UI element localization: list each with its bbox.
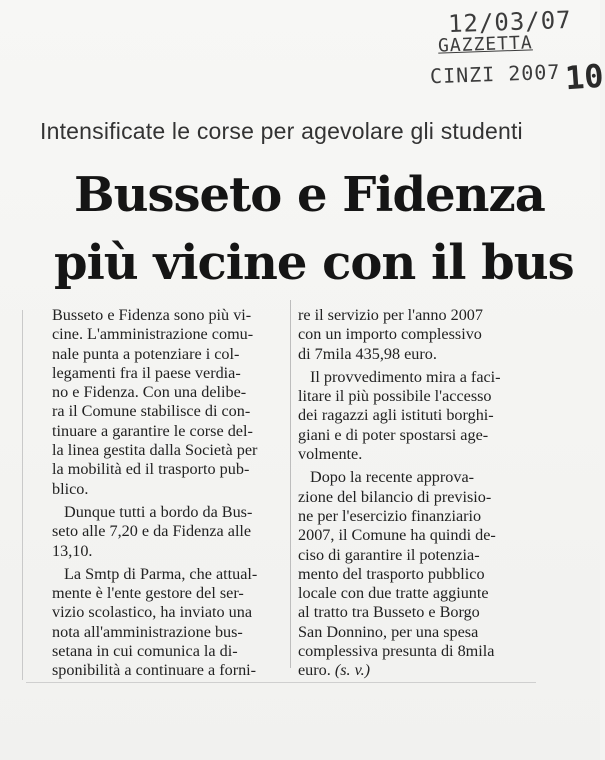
text-line: mento del trasporto pubblico bbox=[298, 564, 485, 583]
text-line: la linea gestita dalla Società per bbox=[52, 441, 258, 460]
text-line: 2007, il Comune ha quindi de- bbox=[298, 526, 496, 545]
text-line: al tratto tra Busseto e Borgo bbox=[298, 603, 480, 622]
text-line: vizio scolastico, ha inviato una bbox=[52, 603, 253, 622]
article-paragraph bbox=[298, 306, 538, 364]
text-line: litare il più possibile l'accesso bbox=[298, 387, 492, 406]
text-line: complessiva presunta di 8mila bbox=[298, 642, 495, 661]
text-line: ciso di garantire il potenzia- bbox=[298, 545, 480, 564]
text-line: nale punta a potenziare i col- bbox=[52, 344, 240, 363]
text-line: giani e di poter spostarsi age- bbox=[298, 425, 489, 444]
headline-line-1: Busseto e Fidenza bbox=[74, 167, 545, 223]
text-line: sponibilità a continuare a forni- bbox=[52, 661, 257, 680]
text-line: ra il Comune stabilisce di con- bbox=[52, 402, 251, 421]
bottom-rule bbox=[26, 682, 536, 683]
text-line: con un importo complessivo bbox=[298, 325, 482, 344]
text-line: cine. L'amministrazione comu- bbox=[52, 325, 254, 344]
left-margin-rule bbox=[22, 310, 23, 680]
text-line: nota all'amministrazione bus- bbox=[52, 622, 243, 641]
text-line: 13,10. bbox=[52, 541, 93, 560]
article-paragraph bbox=[52, 565, 284, 681]
text-line: Dunque tutti a bordo da Bus- bbox=[64, 502, 253, 521]
article-paragraph bbox=[298, 368, 538, 464]
text-line: Il provvedimento mira a faci- bbox=[310, 367, 501, 386]
text-line: mente è l'ente gestore del ser- bbox=[52, 584, 244, 603]
text-line: euro. (s. v.) bbox=[298, 661, 371, 680]
text-line: locale con due tratte aggiunte bbox=[298, 584, 489, 603]
text-line: La Smtp di Parma, che attual- bbox=[64, 564, 258, 583]
article-kicker: Intensificate le corse per agevolare gli studenti bbox=[40, 118, 523, 144]
text-line: tinuare a garantire le corse del- bbox=[52, 421, 253, 440]
text-line: blico. bbox=[52, 479, 89, 498]
handwritten-newspaper-name: GAZZETTA bbox=[437, 32, 534, 57]
handwritten-reference: CINZI 2007 bbox=[429, 59, 561, 89]
article-left-column bbox=[52, 306, 284, 681]
article-right-column bbox=[298, 306, 538, 681]
headline-line-2: più vicine con il bus bbox=[54, 235, 574, 291]
author-signature: (s. v.) bbox=[330, 661, 371, 680]
text-line: Busseto e Fidenza sono più vi- bbox=[52, 306, 252, 324]
text-line: setana in cui comunica la di- bbox=[52, 642, 238, 661]
article-paragraph bbox=[52, 503, 284, 561]
text-line: seto alle 7,20 e da Fidenza alle bbox=[52, 522, 252, 541]
text-line: di 7mila 435,98 euro. bbox=[298, 344, 437, 363]
text-line: no e Fidenza. Con una delibe- bbox=[52, 383, 247, 402]
text-line: legamenti fra il paese verdia- bbox=[52, 363, 241, 382]
handwritten-date: 12/03/07 bbox=[447, 5, 573, 39]
article-paragraph bbox=[52, 306, 284, 499]
column-divider bbox=[290, 300, 291, 668]
text-line: ne per l'esercizio finanziario bbox=[298, 506, 482, 525]
text-line: Dopo la recente approva- bbox=[310, 468, 475, 487]
text-line: zione del bilancio di previsio- bbox=[298, 487, 492, 506]
text-line: volmente. bbox=[298, 445, 363, 464]
text-line: re il servizio per l'anno 2007 bbox=[298, 306, 483, 324]
article-paragraph bbox=[298, 468, 538, 680]
text-line: San Donnino, per una spesa bbox=[298, 622, 479, 641]
text-line: dei ragazzi agli istituti borghi- bbox=[298, 406, 494, 425]
handwritten-page-number: 10 bbox=[563, 56, 605, 98]
text-line: la mobilità ed il trasporto pub- bbox=[52, 460, 250, 479]
